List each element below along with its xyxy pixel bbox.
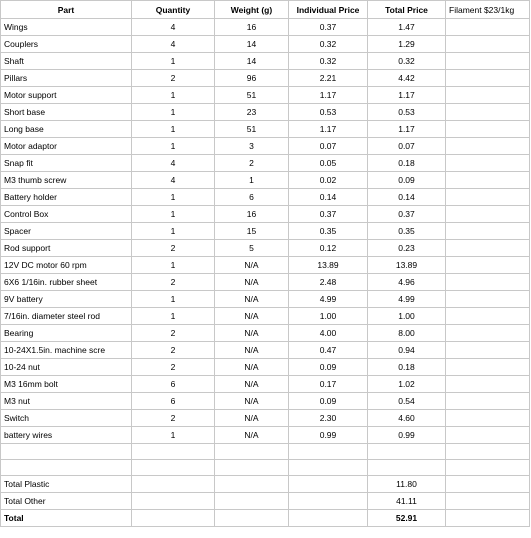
quantity-cell[interactable]: 2 <box>132 70 215 87</box>
table-row <box>1 155 530 172</box>
weight-cell[interactable]: 15 <box>215 223 289 240</box>
header-weight[interactable]: Weight (g) <box>215 1 289 19</box>
part-name-cell[interactable]: Short base <box>1 104 132 121</box>
table-row <box>1 342 530 359</box>
total-price-cell[interactable]: 1.17 <box>368 87 446 104</box>
table-cell[interactable] <box>446 376 530 393</box>
table-cell[interactable] <box>132 444 215 460</box>
table-row <box>1 138 530 155</box>
total-plastic-row <box>1 476 530 493</box>
header-total-price[interactable]: Total Price <box>368 1 446 19</box>
quantity-cell[interactable]: 4 <box>132 19 215 36</box>
quantity-cell[interactable]: 6 <box>132 393 215 410</box>
table-cell[interactable] <box>289 510 368 527</box>
table-row <box>1 291 530 308</box>
weight-cell[interactable]: N/A <box>215 257 289 274</box>
table-cell[interactable] <box>446 444 530 460</box>
part-name-cell[interactable]: Rod support <box>1 240 132 257</box>
table-row <box>1 121 530 138</box>
individual-price-cell[interactable]: 0.17 <box>289 376 368 393</box>
part-name-cell[interactable]: Shaft <box>1 53 132 70</box>
individual-price-cell[interactable]: 0.99 <box>289 427 368 444</box>
table-cell[interactable] <box>446 325 530 342</box>
part-name-cell[interactable]: Motor support <box>1 87 132 104</box>
part-name-cell[interactable]: Control Box <box>1 206 132 223</box>
table-cell[interactable] <box>446 155 530 172</box>
quantity-cell[interactable]: 4 <box>132 155 215 172</box>
header-quantity[interactable]: Quantity <box>132 1 215 19</box>
parts-rows <box>1 19 530 444</box>
part-name-cell[interactable]: 10-24 nut <box>1 359 132 376</box>
quantity-cell[interactable]: 1 <box>132 223 215 240</box>
part-name-cell[interactable]: battery wires <box>1 427 132 444</box>
individual-price-cell[interactable]: 13.89 <box>289 257 368 274</box>
table-cell[interactable] <box>215 444 289 460</box>
part-name-cell[interactable]: Spacer <box>1 223 132 240</box>
table-cell[interactable] <box>446 138 530 155</box>
total-price-cell[interactable]: 0.53 <box>368 104 446 121</box>
total-other-label[interactable]: Total Other <box>1 493 132 510</box>
header-part[interactable]: Part <box>1 1 132 19</box>
total-price-cell[interactable]: 0.94 <box>368 342 446 359</box>
weight-cell[interactable]: N/A <box>215 393 289 410</box>
header-individual-price[interactable]: Individual Price <box>289 1 368 19</box>
weight-cell[interactable]: N/A <box>215 308 289 325</box>
grand-total-label[interactable]: Total <box>1 510 132 527</box>
part-name-cell[interactable]: 7/16in. diameter steel rod <box>1 308 132 325</box>
table-cell[interactable] <box>1 460 132 476</box>
total-price-cell[interactable]: 1.17 <box>368 121 446 138</box>
individual-price-cell[interactable]: 4.00 <box>289 325 368 342</box>
table-cell[interactable] <box>446 189 530 206</box>
part-name-cell[interactable]: Wings <box>1 19 132 36</box>
individual-price-cell[interactable]: 0.32 <box>289 53 368 70</box>
table-cell[interactable] <box>446 206 530 223</box>
weight-cell[interactable]: 51 <box>215 121 289 138</box>
table-row <box>1 87 530 104</box>
quantity-cell[interactable]: 1 <box>132 53 215 70</box>
table-cell[interactable] <box>446 274 530 291</box>
quantity-cell[interactable]: 1 <box>132 291 215 308</box>
table-cell[interactable] <box>289 460 368 476</box>
part-name-cell[interactable]: M3 thumb screw <box>1 172 132 189</box>
individual-price-cell[interactable]: 2.30 <box>289 410 368 427</box>
quantity-cell[interactable]: 1 <box>132 206 215 223</box>
quantity-cell[interactable]: 1 <box>132 427 215 444</box>
individual-price-cell[interactable]: 0.05 <box>289 155 368 172</box>
table-cell[interactable] <box>215 493 289 510</box>
individual-price-cell[interactable]: 1.17 <box>289 87 368 104</box>
table-row <box>1 410 530 427</box>
weight-cell[interactable]: N/A <box>215 410 289 427</box>
total-price-cell[interactable]: 13.89 <box>368 257 446 274</box>
table-row <box>1 223 530 240</box>
weight-cell[interactable]: 14 <box>215 53 289 70</box>
table-cell[interactable] <box>446 510 530 527</box>
table-cell[interactable] <box>446 427 530 444</box>
weight-cell[interactable]: N/A <box>215 427 289 444</box>
table-cell[interactable] <box>289 444 368 460</box>
table-cell[interactable] <box>446 342 530 359</box>
table-row <box>1 427 530 444</box>
table-row <box>1 104 530 121</box>
total-price-cell[interactable]: 0.09 <box>368 172 446 189</box>
grand-total-row <box>1 510 530 527</box>
total-other-value[interactable]: 41.11 <box>368 493 446 510</box>
quantity-cell[interactable]: 2 <box>132 325 215 342</box>
table-row <box>1 359 530 376</box>
individual-price-cell[interactable]: 0.09 <box>289 359 368 376</box>
part-name-cell[interactable]: Motor adaptor <box>1 138 132 155</box>
individual-price-cell[interactable]: 0.02 <box>289 172 368 189</box>
table-row <box>1 172 530 189</box>
part-name-cell[interactable]: 9V battery <box>1 291 132 308</box>
table-cell[interactable] <box>446 172 530 189</box>
weight-cell[interactable]: 1 <box>215 172 289 189</box>
total-other-row <box>1 493 530 510</box>
part-name-cell[interactable]: M3 nut <box>1 393 132 410</box>
table-cell[interactable] <box>446 70 530 87</box>
table-cell[interactable] <box>446 460 530 476</box>
header-filament-rate[interactable]: Filament $23/1kg <box>446 1 530 19</box>
part-name-cell[interactable]: 12V DC motor 60 rpm <box>1 257 132 274</box>
weight-cell[interactable]: 16 <box>215 206 289 223</box>
total-price-cell[interactable]: 8.00 <box>368 325 446 342</box>
total-price-cell[interactable]: 0.54 <box>368 393 446 410</box>
table-cell[interactable] <box>368 444 446 460</box>
table-cell[interactable] <box>446 308 530 325</box>
quantity-cell[interactable]: 1 <box>132 138 215 155</box>
weight-cell[interactable]: 2 <box>215 155 289 172</box>
table-cell[interactable] <box>1 444 132 460</box>
weight-cell[interactable]: 3 <box>215 138 289 155</box>
total-price-cell[interactable]: 4.60 <box>368 410 446 427</box>
total-price-cell[interactable]: 0.18 <box>368 155 446 172</box>
table-cell[interactable] <box>132 510 215 527</box>
quantity-cell[interactable]: 2 <box>132 359 215 376</box>
part-name-cell[interactable]: Snap fit <box>1 155 132 172</box>
table-cell[interactable] <box>446 36 530 53</box>
quantity-cell[interactable]: 1 <box>132 104 215 121</box>
individual-price-cell[interactable]: 1.00 <box>289 308 368 325</box>
part-name-cell[interactable]: Bearing <box>1 325 132 342</box>
individual-price-cell[interactable]: 0.37 <box>289 206 368 223</box>
weight-cell[interactable]: 16 <box>215 19 289 36</box>
table-row <box>1 325 530 342</box>
quantity-cell[interactable]: 1 <box>132 189 215 206</box>
individual-price-cell[interactable]: 0.14 <box>289 189 368 206</box>
table-cell[interactable] <box>215 510 289 527</box>
table-row <box>1 36 530 53</box>
weight-cell[interactable]: 5 <box>215 240 289 257</box>
total-plastic-value[interactable]: 11.80 <box>368 476 446 493</box>
part-name-cell[interactable]: Pillars <box>1 70 132 87</box>
total-price-cell[interactable]: 0.18 <box>368 359 446 376</box>
part-name-cell[interactable]: Switch <box>1 410 132 427</box>
quantity-cell[interactable]: 2 <box>132 342 215 359</box>
table-row <box>1 189 530 206</box>
table-cell[interactable] <box>446 19 530 36</box>
individual-price-cell[interactable]: 0.07 <box>289 138 368 155</box>
quantity-cell[interactable]: 4 <box>132 172 215 189</box>
table-cell[interactable] <box>446 121 530 138</box>
table-cell[interactable] <box>215 476 289 493</box>
part-name-cell[interactable]: 6X6 1/16in. rubber sheet <box>1 274 132 291</box>
table-cell[interactable] <box>289 493 368 510</box>
quantity-cell[interactable]: 1 <box>132 87 215 104</box>
individual-price-cell[interactable]: 0.32 <box>289 36 368 53</box>
individual-price-cell[interactable]: 2.48 <box>289 274 368 291</box>
part-name-cell[interactable]: M3 16mm bolt <box>1 376 132 393</box>
table-cell[interactable] <box>446 223 530 240</box>
quantity-cell[interactable]: 1 <box>132 257 215 274</box>
part-name-cell[interactable]: 10-24X1.5in. machine scre <box>1 342 132 359</box>
table-cell[interactable] <box>446 257 530 274</box>
table-row <box>1 376 530 393</box>
table-row <box>1 53 530 70</box>
table-row <box>1 240 530 257</box>
quantity-cell[interactable]: 1 <box>132 308 215 325</box>
table-row <box>1 70 530 87</box>
table-cell[interactable] <box>132 476 215 493</box>
table-row <box>1 274 530 291</box>
total-price-cell[interactable]: 0.37 <box>368 206 446 223</box>
weight-cell[interactable]: 14 <box>215 36 289 53</box>
part-name-cell[interactable]: Couplers <box>1 36 132 53</box>
individual-price-cell[interactable]: 1.17 <box>289 121 368 138</box>
table-row <box>1 257 530 274</box>
total-plastic-label[interactable]: Total Plastic <box>1 476 132 493</box>
individual-price-cell[interactable]: 0.47 <box>289 342 368 359</box>
part-name-cell[interactable]: Battery holder <box>1 189 132 206</box>
weight-cell[interactable]: N/A <box>215 359 289 376</box>
totals-section <box>1 444 530 527</box>
table-row <box>1 393 530 410</box>
weight-cell[interactable]: N/A <box>215 291 289 308</box>
weight-cell[interactable]: 96 <box>215 70 289 87</box>
table-cell[interactable] <box>215 460 289 476</box>
table-cell[interactable] <box>446 104 530 121</box>
table-cell[interactable] <box>446 393 530 410</box>
table-cell[interactable] <box>446 240 530 257</box>
weight-cell[interactable]: N/A <box>215 325 289 342</box>
total-price-cell[interactable]: 0.99 <box>368 427 446 444</box>
individual-price-cell[interactable]: 0.35 <box>289 223 368 240</box>
total-price-cell[interactable]: 4.99 <box>368 291 446 308</box>
table-cell[interactable] <box>446 53 530 70</box>
grand-total-value[interactable]: 52.91 <box>368 510 446 527</box>
individual-price-cell[interactable]: 2.21 <box>289 70 368 87</box>
quantity-cell[interactable]: 2 <box>132 410 215 427</box>
table-row <box>1 206 530 223</box>
quantity-cell[interactable]: 2 <box>132 274 215 291</box>
table-cell[interactable] <box>446 87 530 104</box>
total-price-cell[interactable]: 0.23 <box>368 240 446 257</box>
table-row <box>1 308 530 325</box>
weight-cell[interactable]: N/A <box>215 274 289 291</box>
individual-price-cell[interactable]: 0.12 <box>289 240 368 257</box>
table-cell[interactable] <box>446 410 530 427</box>
total-price-cell[interactable]: 0.14 <box>368 189 446 206</box>
weight-cell[interactable]: 23 <box>215 104 289 121</box>
total-price-cell[interactable]: 0.35 <box>368 223 446 240</box>
table-cell[interactable] <box>446 476 530 493</box>
total-price-cell[interactable]: 1.00 <box>368 308 446 325</box>
total-price-cell[interactable]: 4.42 <box>368 70 446 87</box>
quantity-cell[interactable]: 4 <box>132 36 215 53</box>
table-cell[interactable] <box>446 493 530 510</box>
total-price-cell[interactable]: 1.29 <box>368 36 446 53</box>
total-price-cell[interactable]: 1.47 <box>368 19 446 36</box>
table-cell[interactable] <box>446 291 530 308</box>
weight-cell[interactable]: N/A <box>215 342 289 359</box>
total-price-cell[interactable]: 0.32 <box>368 53 446 70</box>
blank-row <box>1 444 530 460</box>
weight-cell[interactable]: 6 <box>215 189 289 206</box>
table-cell[interactable] <box>446 359 530 376</box>
individual-price-cell[interactable]: 0.53 <box>289 104 368 121</box>
total-price-cell[interactable]: 4.96 <box>368 274 446 291</box>
weight-cell[interactable]: N/A <box>215 376 289 393</box>
weight-cell[interactable]: 51 <box>215 87 289 104</box>
table-cell[interactable] <box>132 493 215 510</box>
blank-row <box>1 460 530 476</box>
table-cell[interactable] <box>368 460 446 476</box>
header-row <box>1 1 530 19</box>
quantity-cell[interactable]: 6 <box>132 376 215 393</box>
table-cell[interactable] <box>132 460 215 476</box>
individual-price-cell[interactable]: 4.99 <box>289 291 368 308</box>
table-row <box>1 19 530 36</box>
total-price-cell[interactable]: 1.02 <box>368 376 446 393</box>
total-price-cell[interactable]: 0.07 <box>368 138 446 155</box>
quantity-cell[interactable]: 1 <box>132 121 215 138</box>
individual-price-cell[interactable]: 0.09 <box>289 393 368 410</box>
part-name-cell[interactable]: Long base <box>1 121 132 138</box>
table-cell[interactable] <box>289 476 368 493</box>
individual-price-cell[interactable]: 0.37 <box>289 19 368 36</box>
quantity-cell[interactable]: 2 <box>132 240 215 257</box>
